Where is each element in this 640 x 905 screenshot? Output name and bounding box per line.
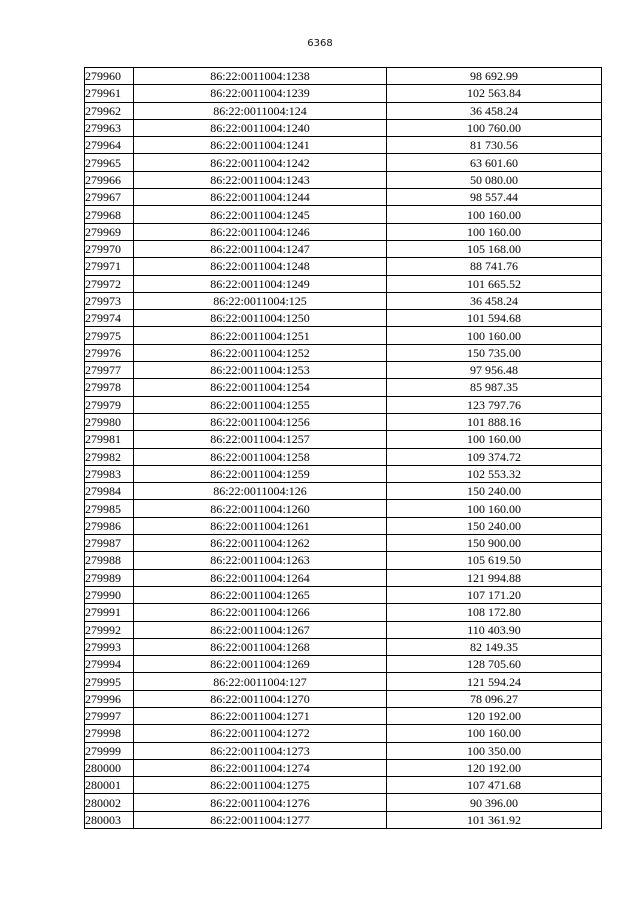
value-cell: 150 900.00	[387, 535, 602, 552]
value-cell: 150 240.00	[387, 483, 602, 500]
value-cell: 128 705.60	[387, 656, 602, 673]
value-cell: 100 160.00	[387, 431, 602, 448]
value-cell: 107 171.20	[387, 586, 602, 603]
row-number-cell: 279972	[85, 275, 134, 292]
row-number-cell: 279977	[85, 362, 134, 379]
value-cell: 90 396.00	[387, 794, 602, 811]
table-row	[85, 396, 602, 413]
table-row	[85, 759, 602, 776]
row-number-cell: 279997	[85, 707, 134, 724]
cadastral-number-cell: 86:22:0011004:1255	[134, 396, 387, 413]
table-row	[85, 500, 602, 517]
cadastral-number-cell: 86:22:0011004:1241	[134, 137, 387, 154]
row-number-cell: 279989	[85, 569, 134, 586]
cadastral-number-cell: 86:22:0011004:1242	[134, 154, 387, 171]
cadastral-number-cell: 86:22:0011004:1277	[134, 811, 387, 828]
row-number-cell: 279990	[85, 586, 134, 603]
cadastral-number-cell: 86:22:0011004:1261	[134, 517, 387, 534]
row-number-cell: 279979	[85, 396, 134, 413]
value-cell: 120 192.00	[387, 759, 602, 776]
cadastral-number-cell: 86:22:0011004:1246	[134, 223, 387, 240]
registry-table-body	[85, 68, 602, 829]
cadastral-number-cell: 86:22:0011004:1247	[134, 240, 387, 257]
cadastral-number-cell: 86:22:0011004:1252	[134, 344, 387, 361]
registry-table	[84, 67, 602, 829]
value-cell: 36 458.24	[387, 292, 602, 309]
value-cell: 81 730.56	[387, 137, 602, 154]
row-number-cell: 279986	[85, 517, 134, 534]
row-number-cell: 279968	[85, 206, 134, 223]
row-number-cell: 279981	[85, 431, 134, 448]
table-row	[85, 310, 602, 327]
cadastral-number-cell: 86:22:0011004:1267	[134, 621, 387, 638]
row-number-cell: 279960	[85, 68, 134, 85]
cadastral-number-cell: 86:22:0011004:1256	[134, 413, 387, 430]
table-row	[85, 569, 602, 586]
row-number-cell: 279964	[85, 137, 134, 154]
value-cell: 150 735.00	[387, 344, 602, 361]
value-cell: 97 956.48	[387, 362, 602, 379]
value-cell: 100 760.00	[387, 119, 602, 136]
table-row	[85, 68, 602, 85]
table-row	[85, 794, 602, 811]
value-cell: 100 160.00	[387, 327, 602, 344]
table-row	[85, 431, 602, 448]
row-number-cell: 279983	[85, 465, 134, 482]
value-cell: 101 888.16	[387, 413, 602, 430]
table-row	[85, 379, 602, 396]
cadastral-number-cell: 86:22:0011004:1238	[134, 68, 387, 85]
row-number-cell: 280001	[85, 777, 134, 794]
cadastral-number-cell: 86:22:0011004:1264	[134, 569, 387, 586]
table-row	[85, 656, 602, 673]
value-cell: 85 987.35	[387, 379, 602, 396]
row-number-cell: 280003	[85, 811, 134, 828]
value-cell: 108 172.80	[387, 604, 602, 621]
table-row	[85, 604, 602, 621]
value-cell: 121 994.88	[387, 569, 602, 586]
cadastral-number-cell: 86:22:0011004:1257	[134, 431, 387, 448]
cadastral-number-cell: 86:22:0011004:1263	[134, 552, 387, 569]
table-row	[85, 223, 602, 240]
table-row	[85, 85, 602, 102]
value-cell: 105 619.50	[387, 552, 602, 569]
row-number-cell: 279962	[85, 102, 134, 119]
cadastral-number-cell: 86:22:0011004:1266	[134, 604, 387, 621]
row-number-cell: 279973	[85, 292, 134, 309]
cadastral-number-cell: 86:22:0011004:1259	[134, 465, 387, 482]
cadastral-number-cell: 86:22:0011004:1270	[134, 690, 387, 707]
value-cell: 109 374.72	[387, 448, 602, 465]
row-number-cell: 279994	[85, 656, 134, 673]
value-cell: 101 665.52	[387, 275, 602, 292]
value-cell: 107 471.68	[387, 777, 602, 794]
value-cell: 82 149.35	[387, 638, 602, 655]
cadastral-number-cell: 86:22:0011004:1258	[134, 448, 387, 465]
cadastral-number-cell: 86:22:0011004:1265	[134, 586, 387, 603]
row-number-cell: 279966	[85, 171, 134, 188]
value-cell: 36 458.24	[387, 102, 602, 119]
cadastral-number-cell: 86:22:0011004:1243	[134, 171, 387, 188]
cadastral-number-cell: 86:22:0011004:1275	[134, 777, 387, 794]
value-cell: 98 692.99	[387, 68, 602, 85]
cadastral-number-cell: 86:22:0011004:1244	[134, 189, 387, 206]
row-number-cell: 279963	[85, 119, 134, 136]
table-row	[85, 327, 602, 344]
table-row	[85, 154, 602, 171]
row-number-cell: 279970	[85, 240, 134, 257]
cadastral-number-cell: 86:22:0011004:1248	[134, 258, 387, 275]
page-number: 6368	[307, 38, 333, 49]
cadastral-number-cell: 86:22:0011004:127	[134, 673, 387, 690]
row-number-cell: 279980	[85, 413, 134, 430]
row-number-cell: 279984	[85, 483, 134, 500]
table-row	[85, 638, 602, 655]
row-number-cell: 279991	[85, 604, 134, 621]
value-cell: 101 361.92	[387, 811, 602, 828]
row-number-cell: 279978	[85, 379, 134, 396]
table-row	[85, 189, 602, 206]
row-number-cell: 279967	[85, 189, 134, 206]
row-number-cell: 279969	[85, 223, 134, 240]
row-number-cell: 279996	[85, 690, 134, 707]
table-row	[85, 275, 602, 292]
value-cell: 105 168.00	[387, 240, 602, 257]
cadastral-number-cell: 86:22:0011004:1254	[134, 379, 387, 396]
table-row	[85, 465, 602, 482]
table-row	[85, 362, 602, 379]
value-cell: 121 594.24	[387, 673, 602, 690]
row-number-cell: 279999	[85, 742, 134, 759]
cadastral-number-cell: 86:22:0011004:1276	[134, 794, 387, 811]
cadastral-number-cell: 86:22:0011004:1262	[134, 535, 387, 552]
value-cell: 101 594.68	[387, 310, 602, 327]
cadastral-number-cell: 86:22:0011004:1251	[134, 327, 387, 344]
value-cell: 102 563.84	[387, 85, 602, 102]
value-cell: 78 096.27	[387, 690, 602, 707]
table-row	[85, 240, 602, 257]
cadastral-number-cell: 86:22:0011004:1274	[134, 759, 387, 776]
value-cell: 123 797.76	[387, 396, 602, 413]
table-row	[85, 344, 602, 361]
table-row	[85, 690, 602, 707]
value-cell: 100 160.00	[387, 500, 602, 517]
row-number-cell: 279985	[85, 500, 134, 517]
row-number-cell: 279974	[85, 310, 134, 327]
table-row	[85, 413, 602, 430]
table-row	[85, 483, 602, 500]
value-cell: 100 350.00	[387, 742, 602, 759]
table-row	[85, 137, 602, 154]
table-row	[85, 673, 602, 690]
table-row	[85, 552, 602, 569]
table-row	[85, 292, 602, 309]
table-row	[85, 777, 602, 794]
table-row	[85, 586, 602, 603]
value-cell: 50 080.00	[387, 171, 602, 188]
value-cell: 63 601.60	[387, 154, 602, 171]
value-cell: 110 403.90	[387, 621, 602, 638]
row-number-cell: 279987	[85, 535, 134, 552]
row-number-cell: 279965	[85, 154, 134, 171]
row-number-cell: 279975	[85, 327, 134, 344]
cadastral-number-cell: 86:22:0011004:1245	[134, 206, 387, 223]
table-row	[85, 206, 602, 223]
value-cell: 100 160.00	[387, 206, 602, 223]
cadastral-number-cell: 86:22:0011004:125	[134, 292, 387, 309]
cadastral-number-cell: 86:22:0011004:1249	[134, 275, 387, 292]
table-row	[85, 119, 602, 136]
row-number-cell: 279993	[85, 638, 134, 655]
value-cell: 120 192.00	[387, 707, 602, 724]
table-row	[85, 707, 602, 724]
cadastral-number-cell: 86:22:0011004:124	[134, 102, 387, 119]
value-cell: 100 160.00	[387, 223, 602, 240]
table-row	[85, 621, 602, 638]
row-number-cell: 279961	[85, 85, 134, 102]
value-cell: 98 557.44	[387, 189, 602, 206]
row-number-cell: 279976	[85, 344, 134, 361]
table-row	[85, 171, 602, 188]
cadastral-number-cell: 86:22:0011004:1269	[134, 656, 387, 673]
row-number-cell: 279998	[85, 725, 134, 742]
row-number-cell: 279995	[85, 673, 134, 690]
table-row	[85, 535, 602, 552]
cadastral-number-cell: 86:22:0011004:1240	[134, 119, 387, 136]
table-row	[85, 517, 602, 534]
table-row	[85, 448, 602, 465]
row-number-cell: 279992	[85, 621, 134, 638]
table-row	[85, 102, 602, 119]
table-row	[85, 725, 602, 742]
cadastral-number-cell: 86:22:0011004:1260	[134, 500, 387, 517]
table-row	[85, 811, 602, 828]
table-row	[85, 258, 602, 275]
cadastral-number-cell: 86:22:0011004:1268	[134, 638, 387, 655]
row-number-cell: 280000	[85, 759, 134, 776]
row-number-cell: 279988	[85, 552, 134, 569]
row-number-cell: 280002	[85, 794, 134, 811]
table-row	[85, 742, 602, 759]
value-cell: 88 741.76	[387, 258, 602, 275]
cadastral-number-cell: 86:22:0011004:1250	[134, 310, 387, 327]
value-cell: 102 553.32	[387, 465, 602, 482]
row-number-cell: 279982	[85, 448, 134, 465]
value-cell: 150 240.00	[387, 517, 602, 534]
cadastral-number-cell: 86:22:0011004:1273	[134, 742, 387, 759]
cadastral-number-cell: 86:22:0011004:1272	[134, 725, 387, 742]
cadastral-number-cell: 86:22:0011004:126	[134, 483, 387, 500]
row-number-cell: 279971	[85, 258, 134, 275]
cadastral-number-cell: 86:22:0011004:1253	[134, 362, 387, 379]
cadastral-number-cell: 86:22:0011004:1239	[134, 85, 387, 102]
value-cell: 100 160.00	[387, 725, 602, 742]
cadastral-number-cell: 86:22:0011004:1271	[134, 707, 387, 724]
